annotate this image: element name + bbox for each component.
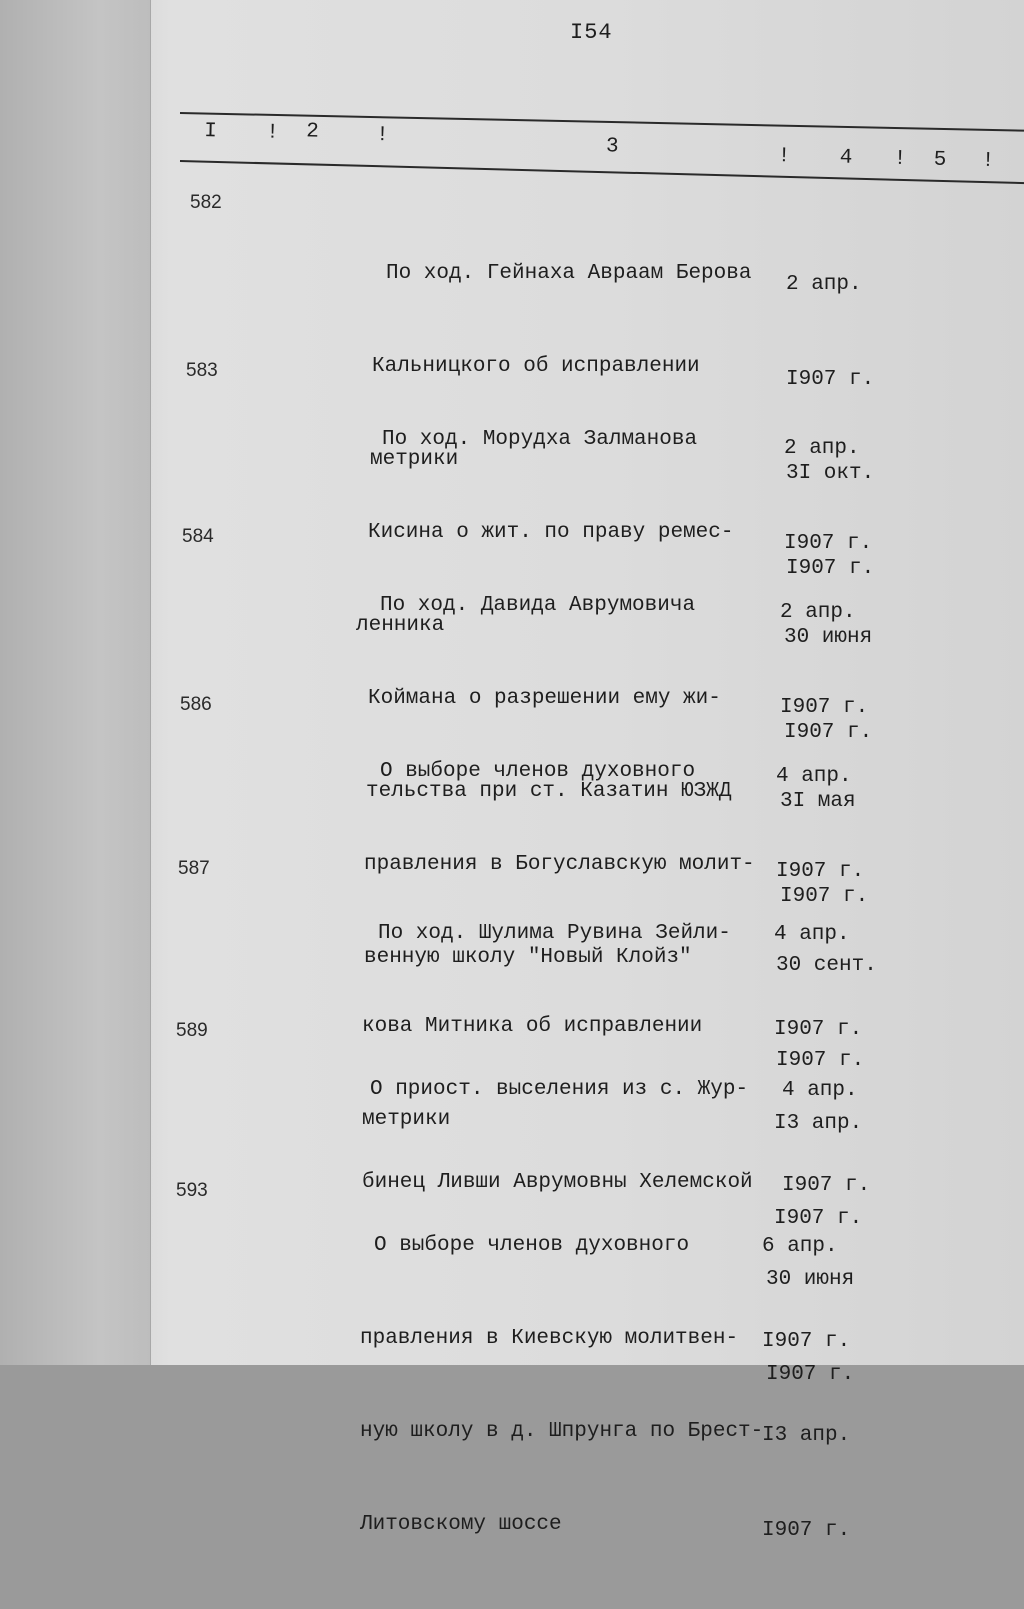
description-line: По ход. Морудха Залманова [382, 428, 698, 451]
date-line: I907 г. [776, 1048, 865, 1072]
date-line: I907 г. [774, 1017, 863, 1041]
entry-number: 582 [190, 192, 222, 213]
description-line: метрики [370, 448, 459, 471]
date-line: I907 г. [786, 556, 875, 580]
entry-number: 589 [176, 1020, 208, 1041]
header-separator: ! [375, 123, 390, 148]
header-separator: ! [981, 149, 995, 174]
date-line: I907 г. [762, 1518, 851, 1542]
description-line: О приост. выселения из с. Жур- [370, 1078, 749, 1101]
header-col-4: 4 [839, 146, 853, 170]
entry-number: 584 [182, 526, 214, 547]
description-line: О выборе членов духовного [380, 760, 696, 783]
date-line: 6 апр. [762, 1235, 838, 1258]
description-line: правления в Богуславскую молит- [364, 853, 755, 876]
page-number: I54 [570, 20, 613, 45]
date-line: I3 апр. [762, 1424, 851, 1447]
description-line: Литовскому шоссе [360, 1513, 562, 1536]
description-line: О выборе членов духовного [374, 1234, 690, 1257]
header-separator: ! [265, 121, 280, 145]
date-line: 30 июня [784, 626, 873, 649]
date-line: I907 г. [786, 367, 875, 391]
date-line: 2 апр. [784, 437, 860, 460]
date-line: I907 г. [766, 1362, 855, 1386]
date-line: 2 апр. [780, 601, 856, 624]
description-line: венную школу "Новый Клойз" [364, 946, 692, 969]
description-line: Кисина о жит. по праву ремес- [368, 521, 734, 544]
previous-page-edge [0, 0, 151, 1365]
date-line: 2 апр. [786, 273, 862, 296]
date-line: I907 г. [784, 531, 873, 555]
description-line: По ход. Давида Аврумовича [380, 594, 696, 617]
entry-number: 586 [180, 694, 212, 715]
date-line: I907 г. [782, 1173, 871, 1197]
date-line: 3I окт. [786, 462, 875, 485]
description-line: правления в Киевскую молитвен- [360, 1327, 739, 1350]
date-line: I907 г. [784, 720, 873, 744]
date-line: 30 сент. [776, 954, 877, 977]
description-line: ленника [356, 614, 445, 637]
date-line: 4 апр. [774, 923, 850, 946]
description-line: тельства при ст. Казатин ЮЗЖД [366, 780, 732, 803]
description-line: ную школу в д. Шпрунга по Брест- [360, 1420, 764, 1443]
description-line: Коймана о разрешении ему жи- [368, 687, 721, 710]
entry-number: 593 [176, 1180, 208, 1201]
header-col-5: 5 [933, 148, 947, 172]
entry-description [356, 1168, 763, 1602]
header-col-2: 2 [305, 120, 320, 144]
description-line: По ход. Гейнаха Авраам Берова [386, 262, 752, 285]
date-line: 30 июня [766, 1268, 855, 1291]
date-line: 4 апр. [782, 1079, 858, 1102]
description-line: По ход. Шулима Рувина Зейли- [378, 922, 731, 945]
date-line: I907 г. [762, 1329, 851, 1353]
description-line: кова Митника об исправлении [362, 1015, 703, 1038]
date-line: I907 г. [780, 884, 869, 908]
header-col-3: 3 [605, 135, 619, 159]
entry-number: 583 [186, 360, 218, 381]
date-line: I907 г. [776, 859, 865, 883]
description-line: бинец Ливши Аврумовны Хелемской [362, 1171, 753, 1194]
date-line: I907 г. [780, 695, 869, 719]
header-separator: ! [893, 147, 907, 172]
entry-number: 587 [178, 858, 210, 879]
entry-dates [762, 1168, 850, 1609]
header-col-1: I [203, 120, 218, 144]
date-line: 3I мая [780, 790, 856, 813]
date-line: I3 апр. [774, 1112, 863, 1135]
date-line: 4 апр. [776, 765, 852, 788]
description-line: Кальницкого об исправлении [372, 355, 700, 378]
header-separator: ! [777, 145, 791, 169]
date-line: I907 г. [774, 1206, 863, 1230]
description-line: метрики [362, 1108, 451, 1131]
